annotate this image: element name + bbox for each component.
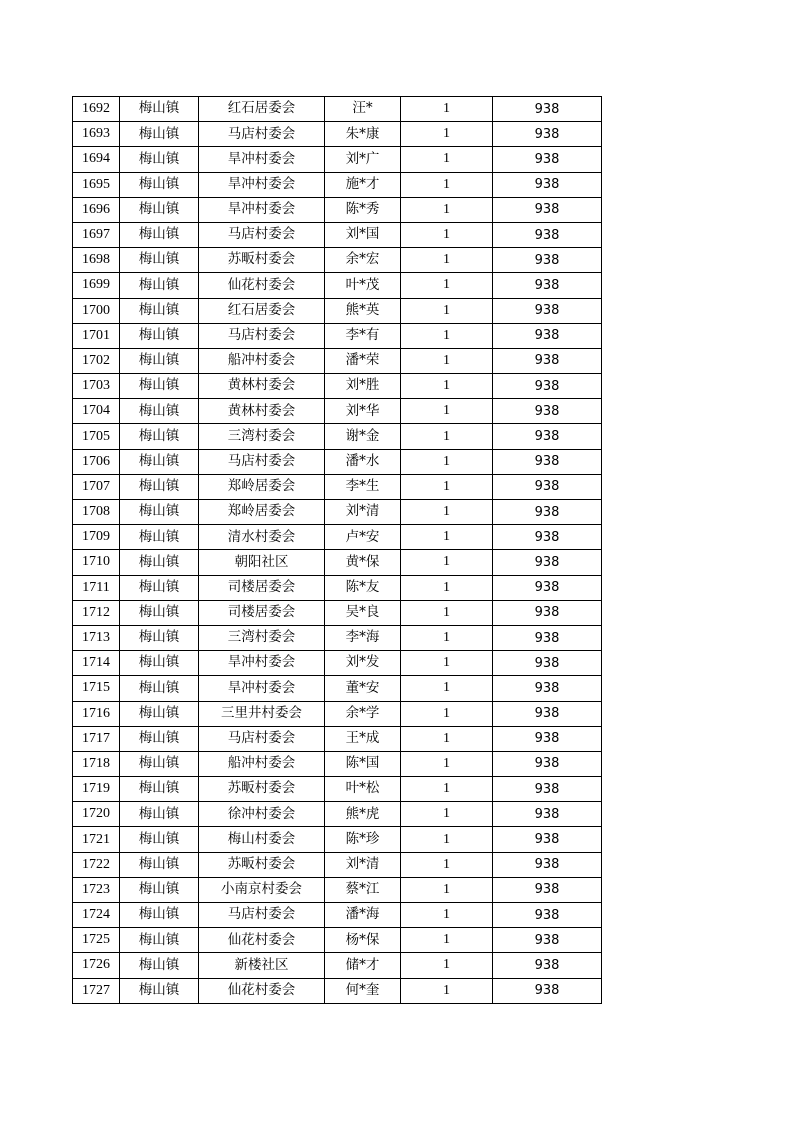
table-row [73, 172, 602, 197]
table-row [73, 877, 602, 902]
amount-cell: 938 [493, 172, 602, 197]
table-row [73, 122, 602, 147]
name-cell: 刘*广 [325, 147, 401, 172]
table-row [73, 928, 602, 953]
name-cell: 黄*保 [325, 550, 401, 575]
amount-cell: 938 [493, 122, 602, 147]
town-cell: 梅山镇 [120, 122, 199, 147]
row-number-cell: 1698 [73, 248, 120, 273]
amount-cell: 938 [493, 600, 602, 625]
row-number-cell: 1702 [73, 348, 120, 373]
row-number-cell: 1724 [73, 903, 120, 928]
count-cell: 1 [401, 298, 493, 323]
table-row [73, 500, 602, 525]
row-number-cell: 1710 [73, 550, 120, 575]
committee-cell: 郑岭居委会 [199, 474, 325, 499]
name-cell: 刘*国 [325, 222, 401, 247]
name-cell: 刘*清 [325, 852, 401, 877]
name-cell: 刘*华 [325, 399, 401, 424]
name-cell: 刘*胜 [325, 374, 401, 399]
town-cell: 梅山镇 [120, 575, 199, 600]
amount-cell: 938 [493, 97, 602, 122]
amount-cell: 938 [493, 903, 602, 928]
count-cell: 1 [401, 449, 493, 474]
name-cell: 陈*国 [325, 751, 401, 776]
amount-cell: 938 [493, 197, 602, 222]
name-cell: 熊*虎 [325, 802, 401, 827]
count-cell: 1 [401, 676, 493, 701]
amount-cell: 938 [493, 751, 602, 776]
committee-cell: 仙花村委会 [199, 273, 325, 298]
row-number-cell: 1695 [73, 172, 120, 197]
committee-cell: 船冲村委会 [199, 348, 325, 373]
town-cell: 梅山镇 [120, 424, 199, 449]
count-cell: 1 [401, 500, 493, 525]
committee-cell: 梅山村委会 [199, 827, 325, 852]
committee-cell: 司楼居委会 [199, 600, 325, 625]
name-cell: 李*有 [325, 323, 401, 348]
table-row [73, 676, 602, 701]
name-cell: 杨*保 [325, 928, 401, 953]
table-row [73, 399, 602, 424]
committee-cell: 新楼社区 [199, 953, 325, 978]
town-cell: 梅山镇 [120, 978, 199, 1003]
amount-cell: 938 [493, 777, 602, 802]
count-cell: 1 [401, 600, 493, 625]
amount-cell: 938 [493, 575, 602, 600]
table-row [73, 348, 602, 373]
row-number-cell: 1711 [73, 575, 120, 600]
town-cell: 梅山镇 [120, 323, 199, 348]
amount-cell: 938 [493, 877, 602, 902]
row-number-cell: 1708 [73, 500, 120, 525]
row-number-cell: 1693 [73, 122, 120, 147]
amount-cell: 938 [493, 726, 602, 751]
table-row [73, 197, 602, 222]
table-row [73, 651, 602, 676]
town-cell: 梅山镇 [120, 222, 199, 247]
row-number-cell: 1723 [73, 877, 120, 902]
amount-cell: 938 [493, 625, 602, 650]
count-cell: 1 [401, 877, 493, 902]
amount-cell: 938 [493, 802, 602, 827]
row-number-cell: 1720 [73, 802, 120, 827]
amount-cell: 938 [493, 953, 602, 978]
committee-cell: 苏畈村委会 [199, 852, 325, 877]
amount-cell: 938 [493, 550, 602, 575]
row-number-cell: 1714 [73, 651, 120, 676]
count-cell: 1 [401, 147, 493, 172]
table-row [73, 248, 602, 273]
table-row [73, 827, 602, 852]
town-cell: 梅山镇 [120, 802, 199, 827]
row-number-cell: 1705 [73, 424, 120, 449]
count-cell: 1 [401, 197, 493, 222]
count-cell: 1 [401, 525, 493, 550]
committee-cell: 马店村委会 [199, 449, 325, 474]
committee-cell: 旱冲村委会 [199, 197, 325, 222]
row-number-cell: 1709 [73, 525, 120, 550]
committee-cell: 仙花村委会 [199, 978, 325, 1003]
committee-cell: 徐冲村委会 [199, 802, 325, 827]
town-cell: 梅山镇 [120, 273, 199, 298]
table-row [73, 751, 602, 776]
table-row [73, 147, 602, 172]
name-cell: 汪* [325, 97, 401, 122]
town-cell: 梅山镇 [120, 474, 199, 499]
town-cell: 梅山镇 [120, 97, 199, 122]
row-number-cell: 1719 [73, 777, 120, 802]
amount-cell: 938 [493, 248, 602, 273]
amount-cell: 938 [493, 827, 602, 852]
committee-cell: 黄林村委会 [199, 374, 325, 399]
count-cell: 1 [401, 122, 493, 147]
committee-cell: 马店村委会 [199, 903, 325, 928]
committee-cell: 红石居委会 [199, 298, 325, 323]
amount-cell: 938 [493, 323, 602, 348]
amount-cell: 938 [493, 651, 602, 676]
amount-cell: 938 [493, 424, 602, 449]
name-cell: 余*学 [325, 701, 401, 726]
count-cell: 1 [401, 802, 493, 827]
name-cell: 谢*金 [325, 424, 401, 449]
count-cell: 1 [401, 248, 493, 273]
committee-cell: 旱冲村委会 [199, 676, 325, 701]
count-cell: 1 [401, 424, 493, 449]
row-number-cell: 1727 [73, 978, 120, 1003]
table-row [73, 802, 602, 827]
row-number-cell: 1713 [73, 625, 120, 650]
town-cell: 梅山镇 [120, 827, 199, 852]
row-number-cell: 1696 [73, 197, 120, 222]
table-row [73, 852, 602, 877]
town-cell: 梅山镇 [120, 903, 199, 928]
row-number-cell: 1712 [73, 600, 120, 625]
count-cell: 1 [401, 701, 493, 726]
name-cell: 熊*英 [325, 298, 401, 323]
table-row [73, 474, 602, 499]
count-cell: 1 [401, 575, 493, 600]
row-number-cell: 1725 [73, 928, 120, 953]
town-cell: 梅山镇 [120, 676, 199, 701]
table-row [73, 600, 602, 625]
count-cell: 1 [401, 928, 493, 953]
table-row [73, 726, 602, 751]
count-cell: 1 [401, 777, 493, 802]
table-row [73, 374, 602, 399]
committee-cell: 旱冲村委会 [199, 651, 325, 676]
amount-cell: 938 [493, 676, 602, 701]
name-cell: 董*安 [325, 676, 401, 701]
table-row [73, 903, 602, 928]
amount-cell: 938 [493, 399, 602, 424]
amount-cell: 938 [493, 348, 602, 373]
town-cell: 梅山镇 [120, 500, 199, 525]
count-cell: 1 [401, 903, 493, 928]
committee-cell: 马店村委会 [199, 323, 325, 348]
committee-cell: 旱冲村委会 [199, 172, 325, 197]
name-cell: 王*成 [325, 726, 401, 751]
committee-cell: 三里井村委会 [199, 701, 325, 726]
committee-cell: 旱冲村委会 [199, 147, 325, 172]
committee-cell: 小南京村委会 [199, 877, 325, 902]
table-row [73, 575, 602, 600]
amount-cell: 938 [493, 298, 602, 323]
town-cell: 梅山镇 [120, 550, 199, 575]
row-number-cell: 1707 [73, 474, 120, 499]
name-cell: 朱*康 [325, 122, 401, 147]
count-cell: 1 [401, 374, 493, 399]
count-cell: 1 [401, 172, 493, 197]
committee-cell: 仙花村委会 [199, 928, 325, 953]
town-cell: 梅山镇 [120, 298, 199, 323]
name-cell: 储*才 [325, 953, 401, 978]
table-row [73, 550, 602, 575]
town-cell: 梅山镇 [120, 399, 199, 424]
name-cell: 李*海 [325, 625, 401, 650]
table-row [73, 953, 602, 978]
town-cell: 梅山镇 [120, 726, 199, 751]
name-cell: 叶*松 [325, 777, 401, 802]
name-cell: 潘*水 [325, 449, 401, 474]
count-cell: 1 [401, 852, 493, 877]
committee-cell: 三湾村委会 [199, 625, 325, 650]
committee-cell: 红石居委会 [199, 97, 325, 122]
row-number-cell: 1704 [73, 399, 120, 424]
row-number-cell: 1706 [73, 449, 120, 474]
count-cell: 1 [401, 978, 493, 1003]
count-cell: 1 [401, 651, 493, 676]
name-cell: 卢*安 [325, 525, 401, 550]
committee-cell: 船冲村委会 [199, 751, 325, 776]
row-number-cell: 1699 [73, 273, 120, 298]
row-number-cell: 1721 [73, 827, 120, 852]
amount-cell: 938 [493, 852, 602, 877]
amount-cell: 938 [493, 928, 602, 953]
count-cell: 1 [401, 97, 493, 122]
town-cell: 梅山镇 [120, 852, 199, 877]
row-number-cell: 1715 [73, 676, 120, 701]
name-cell: 陈*珍 [325, 827, 401, 852]
committee-cell: 司楼居委会 [199, 575, 325, 600]
committee-cell: 马店村委会 [199, 122, 325, 147]
table-row [73, 424, 602, 449]
count-cell: 1 [401, 953, 493, 978]
table-row [73, 323, 602, 348]
town-cell: 梅山镇 [120, 374, 199, 399]
name-cell: 蔡*江 [325, 877, 401, 902]
amount-cell: 938 [493, 273, 602, 298]
count-cell: 1 [401, 222, 493, 247]
count-cell: 1 [401, 474, 493, 499]
count-cell: 1 [401, 550, 493, 575]
committee-cell: 苏畈村委会 [199, 248, 325, 273]
name-cell: 施*才 [325, 172, 401, 197]
table-row [73, 625, 602, 650]
table-row [73, 449, 602, 474]
name-cell: 吴*良 [325, 600, 401, 625]
committee-cell: 三湾村委会 [199, 424, 325, 449]
town-cell: 梅山镇 [120, 147, 199, 172]
committee-cell: 朝阳社区 [199, 550, 325, 575]
town-cell: 梅山镇 [120, 651, 199, 676]
count-cell: 1 [401, 625, 493, 650]
count-cell: 1 [401, 348, 493, 373]
amount-cell: 938 [493, 701, 602, 726]
count-cell: 1 [401, 399, 493, 424]
amount-cell: 938 [493, 978, 602, 1003]
town-cell: 梅山镇 [120, 449, 199, 474]
row-number-cell: 1717 [73, 726, 120, 751]
row-number-cell: 1703 [73, 374, 120, 399]
town-cell: 梅山镇 [120, 600, 199, 625]
amount-cell: 938 [493, 374, 602, 399]
town-cell: 梅山镇 [120, 701, 199, 726]
amount-cell: 938 [493, 222, 602, 247]
count-cell: 1 [401, 323, 493, 348]
town-cell: 梅山镇 [120, 248, 199, 273]
town-cell: 梅山镇 [120, 928, 199, 953]
count-cell: 1 [401, 827, 493, 852]
table-row [73, 273, 602, 298]
row-number-cell: 1716 [73, 701, 120, 726]
count-cell: 1 [401, 726, 493, 751]
town-cell: 梅山镇 [120, 877, 199, 902]
committee-cell: 郑岭居委会 [199, 500, 325, 525]
committee-cell: 黄林村委会 [199, 399, 325, 424]
town-cell: 梅山镇 [120, 953, 199, 978]
row-number-cell: 1726 [73, 953, 120, 978]
name-cell: 刘*发 [325, 651, 401, 676]
name-cell: 潘*海 [325, 903, 401, 928]
amount-cell: 938 [493, 525, 602, 550]
name-cell: 李*生 [325, 474, 401, 499]
amount-cell: 938 [493, 500, 602, 525]
row-number-cell: 1692 [73, 97, 120, 122]
town-cell: 梅山镇 [120, 525, 199, 550]
row-number-cell: 1718 [73, 751, 120, 776]
table-row [73, 777, 602, 802]
town-cell: 梅山镇 [120, 172, 199, 197]
table-row [73, 978, 602, 1003]
table-row [73, 298, 602, 323]
name-cell: 刘*清 [325, 500, 401, 525]
table-row [73, 97, 602, 122]
name-cell: 潘*荣 [325, 348, 401, 373]
town-cell: 梅山镇 [120, 625, 199, 650]
name-cell: 余*宏 [325, 248, 401, 273]
row-number-cell: 1722 [73, 852, 120, 877]
data-table [72, 96, 602, 1004]
row-number-cell: 1701 [73, 323, 120, 348]
table-row [73, 701, 602, 726]
name-cell: 何*奎 [325, 978, 401, 1003]
town-cell: 梅山镇 [120, 348, 199, 373]
table-row [73, 525, 602, 550]
name-cell: 陈*友 [325, 575, 401, 600]
row-number-cell: 1697 [73, 222, 120, 247]
count-cell: 1 [401, 273, 493, 298]
table-body [73, 97, 602, 1004]
town-cell: 梅山镇 [120, 777, 199, 802]
amount-cell: 938 [493, 474, 602, 499]
row-number-cell: 1700 [73, 298, 120, 323]
town-cell: 梅山镇 [120, 751, 199, 776]
amount-cell: 938 [493, 449, 602, 474]
name-cell: 叶*茂 [325, 273, 401, 298]
town-cell: 梅山镇 [120, 197, 199, 222]
row-number-cell: 1694 [73, 147, 120, 172]
committee-cell: 清水村委会 [199, 525, 325, 550]
amount-cell: 938 [493, 147, 602, 172]
committee-cell: 苏畈村委会 [199, 777, 325, 802]
count-cell: 1 [401, 751, 493, 776]
committee-cell: 马店村委会 [199, 222, 325, 247]
committee-cell: 马店村委会 [199, 726, 325, 751]
table-row [73, 222, 602, 247]
name-cell: 陈*秀 [325, 197, 401, 222]
